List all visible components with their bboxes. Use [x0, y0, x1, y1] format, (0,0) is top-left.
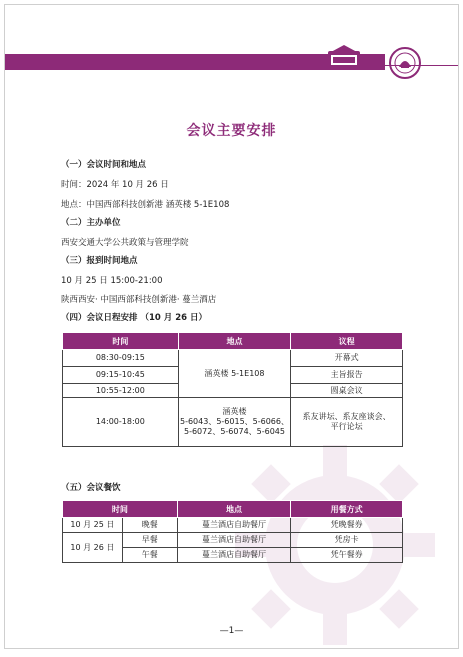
meal-header-method: 用餐方式 [291, 501, 403, 518]
section-heading-meals: （五）会议餐饮 [61, 483, 121, 493]
page-number: —1— [219, 626, 244, 636]
location-rooms-2: 5-6072、5-6074、5-6045 [183, 427, 285, 436]
meal-method: 凭房卡 [291, 533, 403, 548]
meal-date: 10 月 25 日 [63, 518, 123, 533]
meeting-place: 地点：中国西部科技创新港 涵英楼 5-1E108 [61, 200, 230, 210]
schedule-agenda [291, 398, 403, 447]
table-row [63, 533, 403, 548]
schedule-agenda: 主旨报告 [291, 367, 403, 384]
section-heading-registration: （三）报到时间地点 [61, 256, 138, 266]
table-row [63, 350, 403, 367]
schedule-header-time: 时间 [63, 333, 179, 350]
meal-method: 凭晚餐券 [291, 518, 403, 533]
schedule-header-location: 地点 [178, 333, 291, 350]
meal-type: 早餐 [122, 533, 177, 548]
section-heading-schedule: （四）会议日程安排 （10 月 26 日） [61, 313, 207, 323]
schedule-header-agenda: 议程 [291, 333, 403, 350]
section-heading-time-place: （一）会议时间和地点 [61, 160, 147, 170]
location-rooms-1: 5-6043、5-6015、5-6066、 [179, 417, 289, 426]
schedule-location-afternoon [178, 398, 291, 447]
meal-header-row [63, 501, 403, 518]
schedule-time: 08:30-09:15 [63, 350, 179, 367]
registration-time: 10 月 25 日 15:00-21:00 [61, 276, 163, 286]
table-row [63, 518, 403, 533]
registration-place: 陕西西安· 中国西部科技创新港· 蔓兰酒店 [61, 295, 217, 305]
meal-table [62, 500, 403, 563]
schedule-time: 09:15-10:45 [63, 367, 179, 384]
document-page [4, 4, 459, 649]
meeting-time: 时间：2024 年 10 月 26 日 [61, 180, 169, 190]
meal-place: 蔓兰酒店自助餐厅 [177, 518, 291, 533]
schedule-agenda: 圆桌会议 [291, 384, 403, 398]
schedule-location-morning: 涵英楼 5-1E108 [178, 350, 291, 398]
meal-place: 蔓兰酒店自助餐厅 [177, 548, 291, 563]
schedule-time: 10:55-12:00 [63, 384, 179, 398]
meal-place: 蔓兰酒店自助餐厅 [177, 533, 291, 548]
schedule-time: 14:00-18:00 [63, 398, 179, 447]
agenda-line-2: 平行论坛 [330, 422, 363, 431]
meal-type: 午餐 [122, 548, 177, 563]
meal-date: 10 月 26 日 [63, 533, 123, 563]
table-row [63, 398, 403, 447]
meal-header-location: 地点 [177, 501, 291, 518]
university-seal-icon [389, 47, 421, 79]
section-heading-organizer: （二）主办单位 [61, 218, 121, 228]
schedule-table [62, 332, 403, 447]
page-title: 会议主要安排 [186, 123, 277, 139]
meal-type: 晚餐 [122, 518, 177, 533]
location-building: 涵英楼 [222, 407, 247, 416]
meal-header-time: 时间 [63, 501, 178, 518]
agenda-line-1: 系友讲坛、系友座谈会、 [302, 412, 391, 421]
university-emblem-icon [327, 45, 361, 71]
schedule-agenda: 开幕式 [291, 350, 403, 367]
schedule-header-row [63, 333, 403, 350]
organizer-name: 西安交通大学公共政策与管理学院 [61, 238, 189, 248]
meal-method: 凭午餐券 [291, 548, 403, 563]
